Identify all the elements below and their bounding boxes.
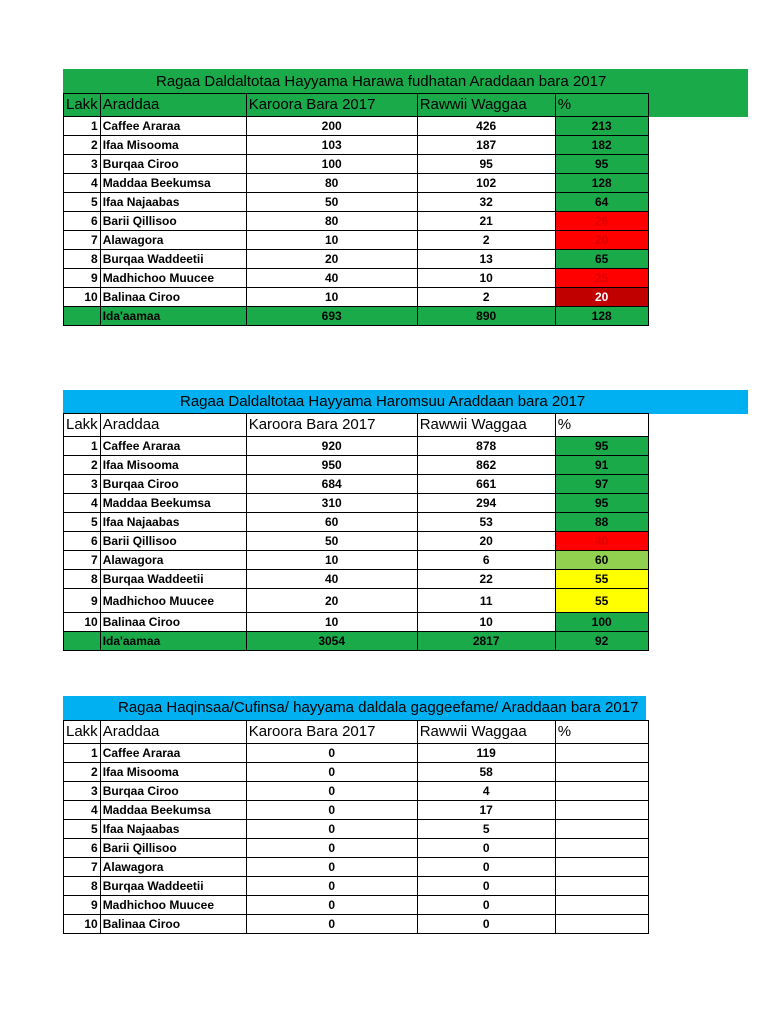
row-karoora: 0 xyxy=(246,877,417,896)
row-araddaa: Ifaa Najaabas xyxy=(100,513,246,532)
row-rawwii: 53 xyxy=(417,513,555,532)
row-percent: 97 xyxy=(555,475,648,494)
table-row xyxy=(64,437,649,456)
row-number: 2 xyxy=(64,456,101,475)
table3-title-bar xyxy=(63,696,646,720)
row-number: 9 xyxy=(64,896,101,915)
row-karoora: 200 xyxy=(246,117,417,136)
row-karoora: 80 xyxy=(246,212,417,231)
row-number: 4 xyxy=(64,801,101,820)
total-rawwii: 2817 xyxy=(417,632,555,651)
row-rawwii: 10 xyxy=(417,269,555,288)
row-araddaa: Madhichoo Muucee xyxy=(100,589,246,613)
row-percent: 91 xyxy=(555,456,648,475)
row-karoora: 60 xyxy=(246,513,417,532)
row-number: 10 xyxy=(64,915,101,934)
table1 xyxy=(63,93,649,326)
row-karoora: 310 xyxy=(246,494,417,513)
row-number: 7 xyxy=(64,551,101,570)
row-percent: 128 xyxy=(555,174,648,193)
row-number: 1 xyxy=(64,744,101,763)
row-karoora: 10 xyxy=(246,613,417,632)
row-rawwii: 0 xyxy=(417,858,555,877)
row-percent xyxy=(555,744,648,763)
row-araddaa: Burqaa Waddeetii xyxy=(100,250,246,269)
header-lakk: Lakk xyxy=(64,414,101,437)
row-percent xyxy=(555,839,648,858)
header-rawwii: Rawwii Waggaa xyxy=(417,414,555,437)
row-araddaa: Barii Qillisoo xyxy=(100,839,246,858)
row-percent: 95 xyxy=(555,155,648,174)
row-rawwii: 426 xyxy=(417,117,555,136)
row-percent: 95 xyxy=(555,437,648,456)
table1-title: Ragaa Daldaltotaa Hayyama Harawa fudhatan Araddaan bara 2017 xyxy=(156,73,607,90)
total-percent: 92 xyxy=(555,632,648,651)
row-percent xyxy=(555,877,648,896)
row-rawwii: 22 xyxy=(417,570,555,589)
row-percent: 88 xyxy=(555,513,648,532)
table-row xyxy=(64,532,649,551)
row-araddaa: Caffee Araraa xyxy=(100,117,246,136)
row-rawwii: 2 xyxy=(417,231,555,250)
row-number: 7 xyxy=(64,858,101,877)
table-row xyxy=(64,231,649,250)
total-blank xyxy=(64,632,101,651)
row-number: 7 xyxy=(64,231,101,250)
total-karoora: 693 xyxy=(246,307,417,326)
row-number: 5 xyxy=(64,513,101,532)
table-row xyxy=(64,801,649,820)
row-araddaa: Ifaa Misooma xyxy=(100,456,246,475)
row-percent: 95 xyxy=(555,494,648,513)
row-karoora: 20 xyxy=(246,250,417,269)
table-row xyxy=(64,174,649,193)
row-araddaa: Maddaa Beekumsa xyxy=(100,174,246,193)
row-number: 4 xyxy=(64,174,101,193)
row-percent: 64 xyxy=(555,193,648,212)
row-number: 4 xyxy=(64,494,101,513)
row-percent xyxy=(555,782,648,801)
table-row xyxy=(64,858,649,877)
row-rawwii: 6 xyxy=(417,551,555,570)
row-karoora: 10 xyxy=(246,551,417,570)
header-percent: % xyxy=(555,414,648,437)
row-percent: 25 xyxy=(555,269,648,288)
row-percent xyxy=(555,896,648,915)
table-row xyxy=(64,744,649,763)
row-number: 6 xyxy=(64,532,101,551)
table-row xyxy=(64,839,649,858)
row-rawwii: 17 xyxy=(417,801,555,820)
row-karoora: 10 xyxy=(246,288,417,307)
table3 xyxy=(63,720,649,934)
row-percent: 26 xyxy=(555,212,648,231)
header-row xyxy=(64,414,649,437)
header-rawwii: Rawwii Waggaa xyxy=(417,721,555,744)
row-araddaa: Alawagora xyxy=(100,858,246,877)
row-number: 2 xyxy=(64,763,101,782)
row-rawwii: 10 xyxy=(417,613,555,632)
table2-title-bar xyxy=(63,390,748,414)
table-row xyxy=(64,551,649,570)
header-row xyxy=(64,94,649,117)
row-karoora: 40 xyxy=(246,570,417,589)
header-lakk: Lakk xyxy=(64,721,101,744)
row-karoora: 0 xyxy=(246,801,417,820)
row-rawwii: 58 xyxy=(417,763,555,782)
row-araddaa: Ifaa Najaabas xyxy=(100,820,246,839)
row-rawwii: 21 xyxy=(417,212,555,231)
row-rawwii: 0 xyxy=(417,915,555,934)
total-row xyxy=(64,307,649,326)
row-rawwii: 119 xyxy=(417,744,555,763)
row-araddaa: Caffee Araraa xyxy=(100,437,246,456)
table3-title: Ragaa Haqinsaa/Cufinsa/ hayyama daldala gaggeefame/ Araddaan bara 2017 xyxy=(118,699,639,716)
row-araddaa: Alawagora xyxy=(100,231,246,250)
row-karoora: 0 xyxy=(246,839,417,858)
row-percent: 213 xyxy=(555,117,648,136)
row-karoora: 10 xyxy=(246,231,417,250)
row-number: 9 xyxy=(64,269,101,288)
row-araddaa: Burqaa Ciroo xyxy=(100,782,246,801)
row-araddaa: Burqaa Waddeetii xyxy=(100,570,246,589)
table-row xyxy=(64,613,649,632)
table-row xyxy=(64,877,649,896)
total-label: Ida'aamaa xyxy=(100,632,246,651)
total-karoora: 3054 xyxy=(246,632,417,651)
row-number: 3 xyxy=(64,155,101,174)
row-rawwii: 878 xyxy=(417,437,555,456)
header-percent: % xyxy=(555,94,648,117)
row-karoora: 103 xyxy=(246,136,417,155)
row-percent xyxy=(555,763,648,782)
row-rawwii: 95 xyxy=(417,155,555,174)
row-number: 8 xyxy=(64,877,101,896)
row-karoora: 20 xyxy=(246,589,417,613)
row-araddaa: Balinaa Ciroo xyxy=(100,613,246,632)
row-percent: 60 xyxy=(555,551,648,570)
row-number: 3 xyxy=(64,782,101,801)
row-araddaa: Ifaa Misooma xyxy=(100,136,246,155)
header-karoora: Karoora Bara 2017 xyxy=(246,414,417,437)
row-karoora: 950 xyxy=(246,456,417,475)
row-karoora: 80 xyxy=(246,174,417,193)
table-row xyxy=(64,513,649,532)
row-percent: 20 xyxy=(555,288,648,307)
row-araddaa: Caffee Araraa xyxy=(100,744,246,763)
row-number: 5 xyxy=(64,820,101,839)
table-row xyxy=(64,782,649,801)
table-row xyxy=(64,117,649,136)
table-row xyxy=(64,193,649,212)
row-karoora: 0 xyxy=(246,896,417,915)
row-karoora: 50 xyxy=(246,532,417,551)
row-rawwii: 4 xyxy=(417,782,555,801)
row-karoora: 0 xyxy=(246,915,417,934)
row-rawwii: 5 xyxy=(417,820,555,839)
row-karoora: 0 xyxy=(246,858,417,877)
table-row xyxy=(64,269,649,288)
row-araddaa: Balinaa Ciroo xyxy=(100,915,246,934)
total-row xyxy=(64,632,649,651)
row-araddaa: Maddaa Beekumsa xyxy=(100,801,246,820)
row-number: 1 xyxy=(64,437,101,456)
row-rawwii: 661 xyxy=(417,475,555,494)
header-araddaa: Araddaa xyxy=(100,414,246,437)
row-percent: 40 xyxy=(555,532,648,551)
total-blank xyxy=(64,307,101,326)
row-number: 8 xyxy=(64,570,101,589)
row-karoora: 0 xyxy=(246,782,417,801)
row-number: 9 xyxy=(64,589,101,613)
row-percent: 55 xyxy=(555,589,648,613)
row-araddaa: Balinaa Ciroo xyxy=(100,288,246,307)
table-row xyxy=(64,896,649,915)
row-araddaa: Burqaa Ciroo xyxy=(100,475,246,494)
row-number: 6 xyxy=(64,212,101,231)
row-percent: 100 xyxy=(555,613,648,632)
header-araddaa: Araddaa xyxy=(100,721,246,744)
row-number: 8 xyxy=(64,250,101,269)
row-rawwii: 294 xyxy=(417,494,555,513)
table-row xyxy=(64,589,649,613)
row-rawwii: 0 xyxy=(417,877,555,896)
row-karoora: 920 xyxy=(246,437,417,456)
row-rawwii: 102 xyxy=(417,174,555,193)
table-row xyxy=(64,915,649,934)
row-rawwii: 13 xyxy=(417,250,555,269)
row-percent xyxy=(555,820,648,839)
row-araddaa: Burqaa Ciroo xyxy=(100,155,246,174)
row-percent xyxy=(555,915,648,934)
header-karoora: Karoora Bara 2017 xyxy=(246,94,417,117)
row-rawwii: 2 xyxy=(417,288,555,307)
table-row xyxy=(64,456,649,475)
row-rawwii: 862 xyxy=(417,456,555,475)
row-araddaa: Madhichoo Muucee xyxy=(100,269,246,288)
row-araddaa: Maddaa Beekumsa xyxy=(100,494,246,513)
row-araddaa: Madhichoo Muucee xyxy=(100,896,246,915)
row-araddaa: Barii Qillisoo xyxy=(100,212,246,231)
row-percent: 65 xyxy=(555,250,648,269)
total-rawwii: 890 xyxy=(417,307,555,326)
row-percent: 20 xyxy=(555,231,648,250)
row-araddaa: Ifaa Najaabas xyxy=(100,193,246,212)
row-rawwii: 20 xyxy=(417,532,555,551)
table-row xyxy=(64,212,649,231)
row-karoora: 40 xyxy=(246,269,417,288)
row-araddaa: Ifaa Misooma xyxy=(100,763,246,782)
table-row xyxy=(64,763,649,782)
row-karoora: 0 xyxy=(246,763,417,782)
header-rawwii: Rawwii Waggaa xyxy=(417,94,555,117)
row-number: 6 xyxy=(64,839,101,858)
row-number: 3 xyxy=(64,475,101,494)
row-araddaa: Burqaa Waddeetii xyxy=(100,877,246,896)
row-percent: 182 xyxy=(555,136,648,155)
row-karoora: 684 xyxy=(246,475,417,494)
row-number: 10 xyxy=(64,288,101,307)
row-number: 1 xyxy=(64,117,101,136)
table-row xyxy=(64,820,649,839)
row-rawwii: 0 xyxy=(417,839,555,858)
row-araddaa: Alawagora xyxy=(100,551,246,570)
row-rawwii: 32 xyxy=(417,193,555,212)
row-rawwii: 0 xyxy=(417,896,555,915)
table-row xyxy=(64,155,649,174)
header-lakk: Lakk xyxy=(64,94,101,117)
row-percent xyxy=(555,801,648,820)
table-row xyxy=(64,250,649,269)
row-karoora: 50 xyxy=(246,193,417,212)
header-percent: % xyxy=(555,721,648,744)
table-row xyxy=(64,288,649,307)
row-karoora: 0 xyxy=(246,744,417,763)
header-karoora: Karoora Bara 2017 xyxy=(246,721,417,744)
table2-title: Ragaa Daldaltotaa Hayyama Haromsuu Araddaan bara 2017 xyxy=(180,393,586,410)
row-rawwii: 11 xyxy=(417,589,555,613)
table2 xyxy=(63,413,649,651)
row-rawwii: 187 xyxy=(417,136,555,155)
header-row xyxy=(64,721,649,744)
total-label: Ida'aamaa xyxy=(100,307,246,326)
table-row xyxy=(64,570,649,589)
total-percent: 128 xyxy=(555,307,648,326)
header-araddaa: Araddaa xyxy=(100,94,246,117)
row-percent xyxy=(555,858,648,877)
row-number: 5 xyxy=(64,193,101,212)
row-number: 2 xyxy=(64,136,101,155)
row-araddaa: Barii Qillisoo xyxy=(100,532,246,551)
table-row xyxy=(64,494,649,513)
row-percent: 55 xyxy=(555,570,648,589)
row-number: 10 xyxy=(64,613,101,632)
row-karoora: 0 xyxy=(246,820,417,839)
table-row xyxy=(64,475,649,494)
table-row xyxy=(64,136,649,155)
row-karoora: 100 xyxy=(246,155,417,174)
